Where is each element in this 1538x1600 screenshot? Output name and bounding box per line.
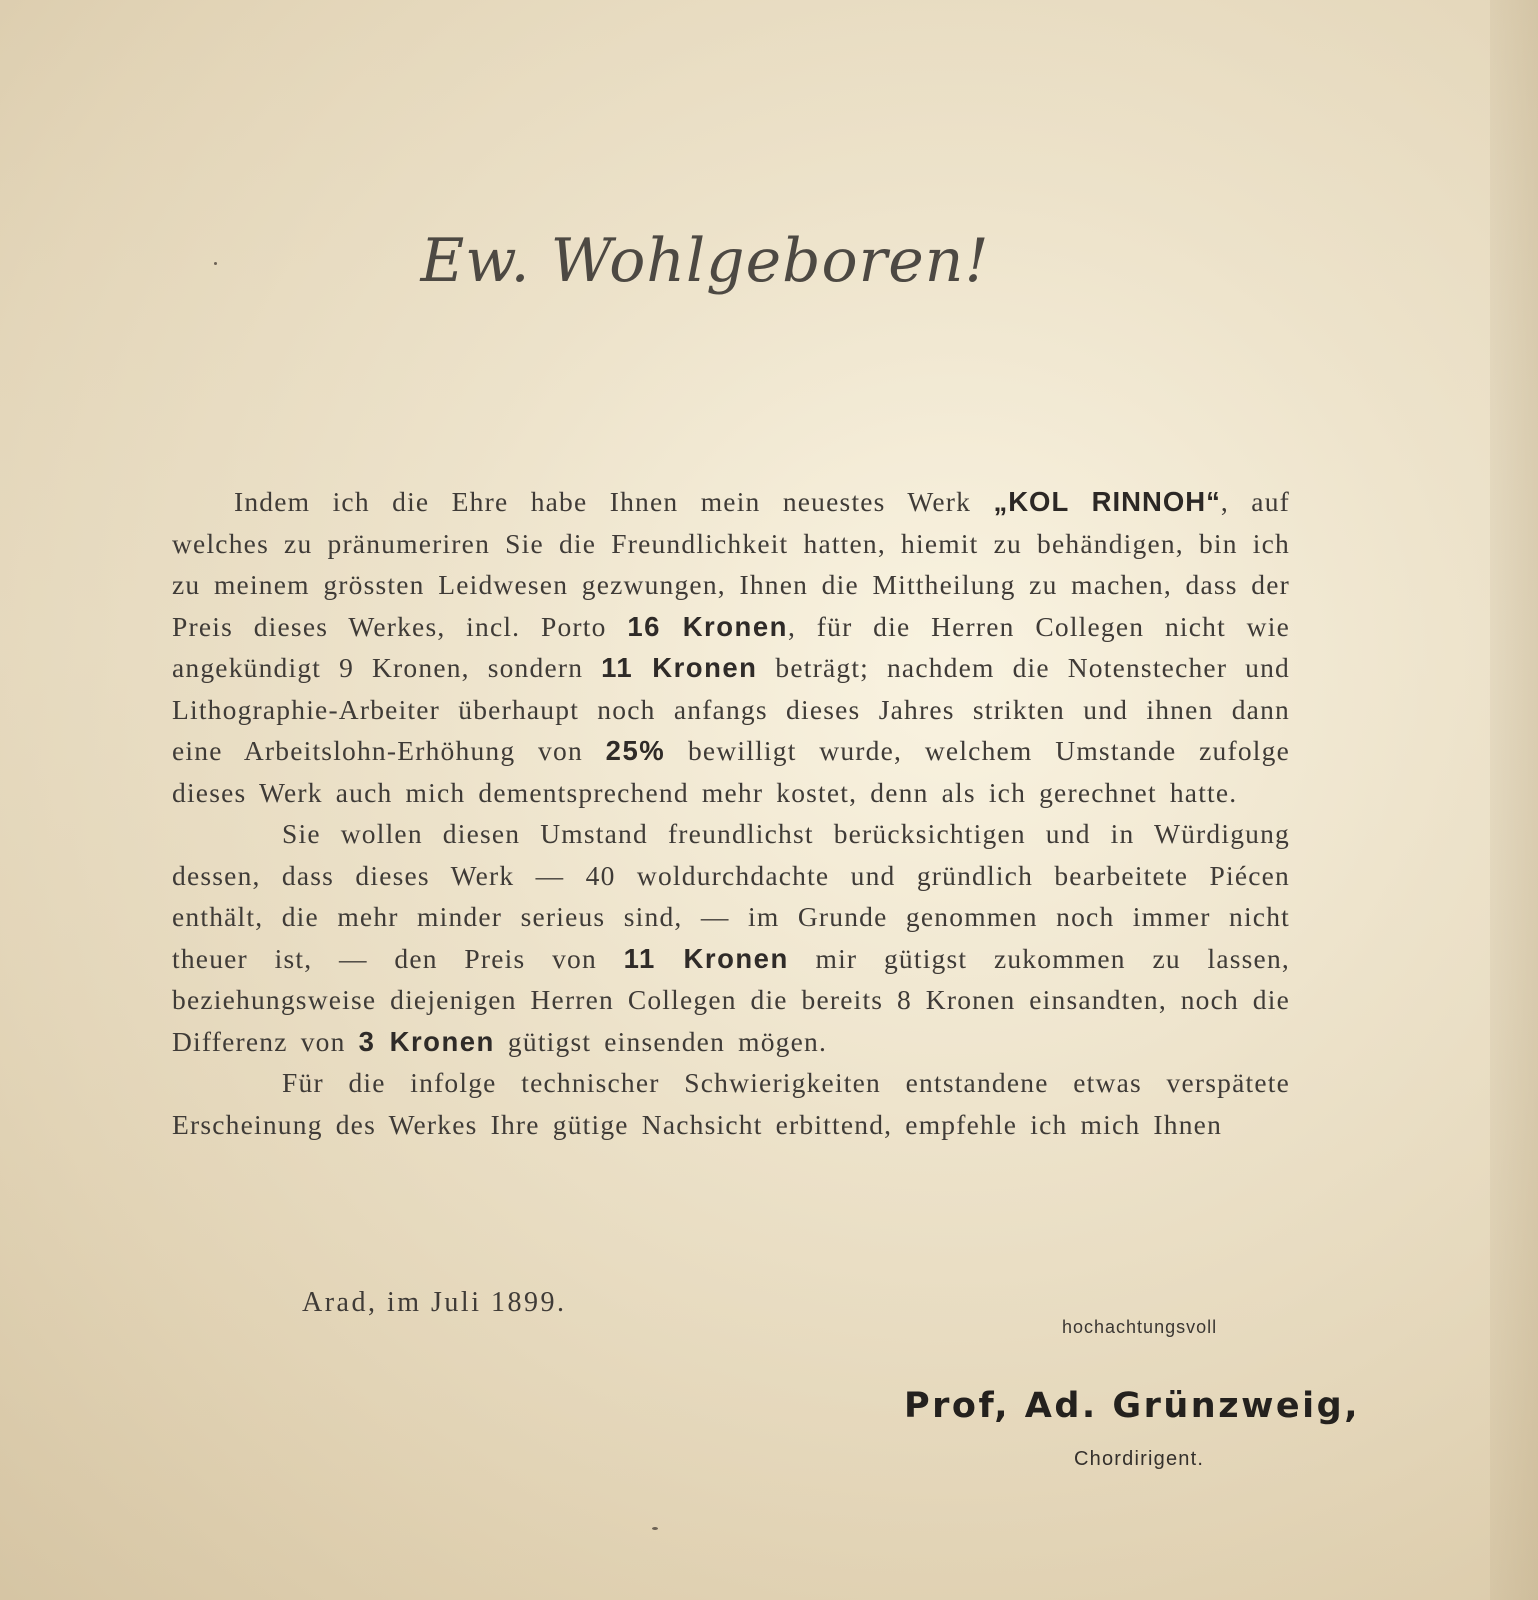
p2-tail: gütigst einsenden mögen. (494, 1025, 828, 1057)
salutation: Ew. Wohlgeboren! (420, 226, 990, 296)
p1-lead: Indem ich die Ehre habe Ihnen mein neuestes Werk (234, 486, 994, 517)
p1-tail: bewilligt wurde, welchem Umstande zufolge dieses Werk auch mich dementsprechend mehr kostet, denn als ich gerechnet hatte. (172, 735, 1290, 808)
p1-mid: , für die Herren Collegen nicht wie angekündigt 9 Kronen, sondern (172, 610, 1290, 683)
paragraph-2 (172, 813, 1290, 1062)
price-total: 16 Kronen (627, 610, 788, 642)
page-fold-shadow (1490, 0, 1538, 1600)
p2-mid2: mir gütigst zukommen zu lassen, beziehungsweise diejenigen Herren Collegen die bereits 8 Kronen einsandten, noch die Differenz von (172, 942, 1290, 1057)
price: 11 Kronen (623, 942, 789, 974)
p1-after-price: beträgt; nachdem die Notenstecher und Lithographie-Arbeiter überhaupt noch anfangs dieses Jahres strikten und ihnen dann eine Arbeitslohn-Erhöhung von (172, 652, 1290, 766)
closing-phrase: hochachtungsvoll (1062, 1317, 1218, 1337)
work-title: „KOL RINNOH“ (993, 486, 1221, 517)
price-difference: 3 Kronen (358, 1025, 495, 1057)
letter-body (172, 481, 1290, 1145)
wage-raise: 25% (605, 735, 666, 766)
p2-lead: Sie wollen diesen Umstand freundlichst berücksichtigen und in Würdigung dessen, dass dieses Werk — (172, 818, 1290, 891)
ink-speck (652, 1527, 658, 1530)
paragraph-1 (172, 481, 1290, 813)
signer-title: Chordirigent. (1074, 1448, 1205, 1470)
p1-after-title: , auf welches zu pränumeriren Sie die Freundlichkeit hatten, hiemit zu behändigen, bin ich zu meinem grössten Leidwesen gezwungen, Ihnen die Mittheilung zu machen, dass der Preis dieses Werkes, incl. Porto (172, 486, 1290, 642)
p2-mid: woldurchdachte und gründlich bearbeitete Piécen enthält, die mehr minder serieus sind, — im Grunde genommen noch immer nicht theuer ist, — den Preis von (172, 859, 1290, 974)
paragraph-3: Für die infolge technischer Schwierigkeiten entstandene etwas verspätete Erscheinung des Werkes Ihre gütige Nachsicht erbittend, empfehle ich mich Ihnen (172, 1067, 1290, 1140)
dateline: Arad, im Juli 1899. (302, 1287, 567, 1318)
price-colleagues: 11 Kronen (601, 652, 758, 683)
signature-name: Prof, Ad. Grünzweig, (904, 1386, 1360, 1426)
piece-count: 40 (585, 859, 616, 891)
